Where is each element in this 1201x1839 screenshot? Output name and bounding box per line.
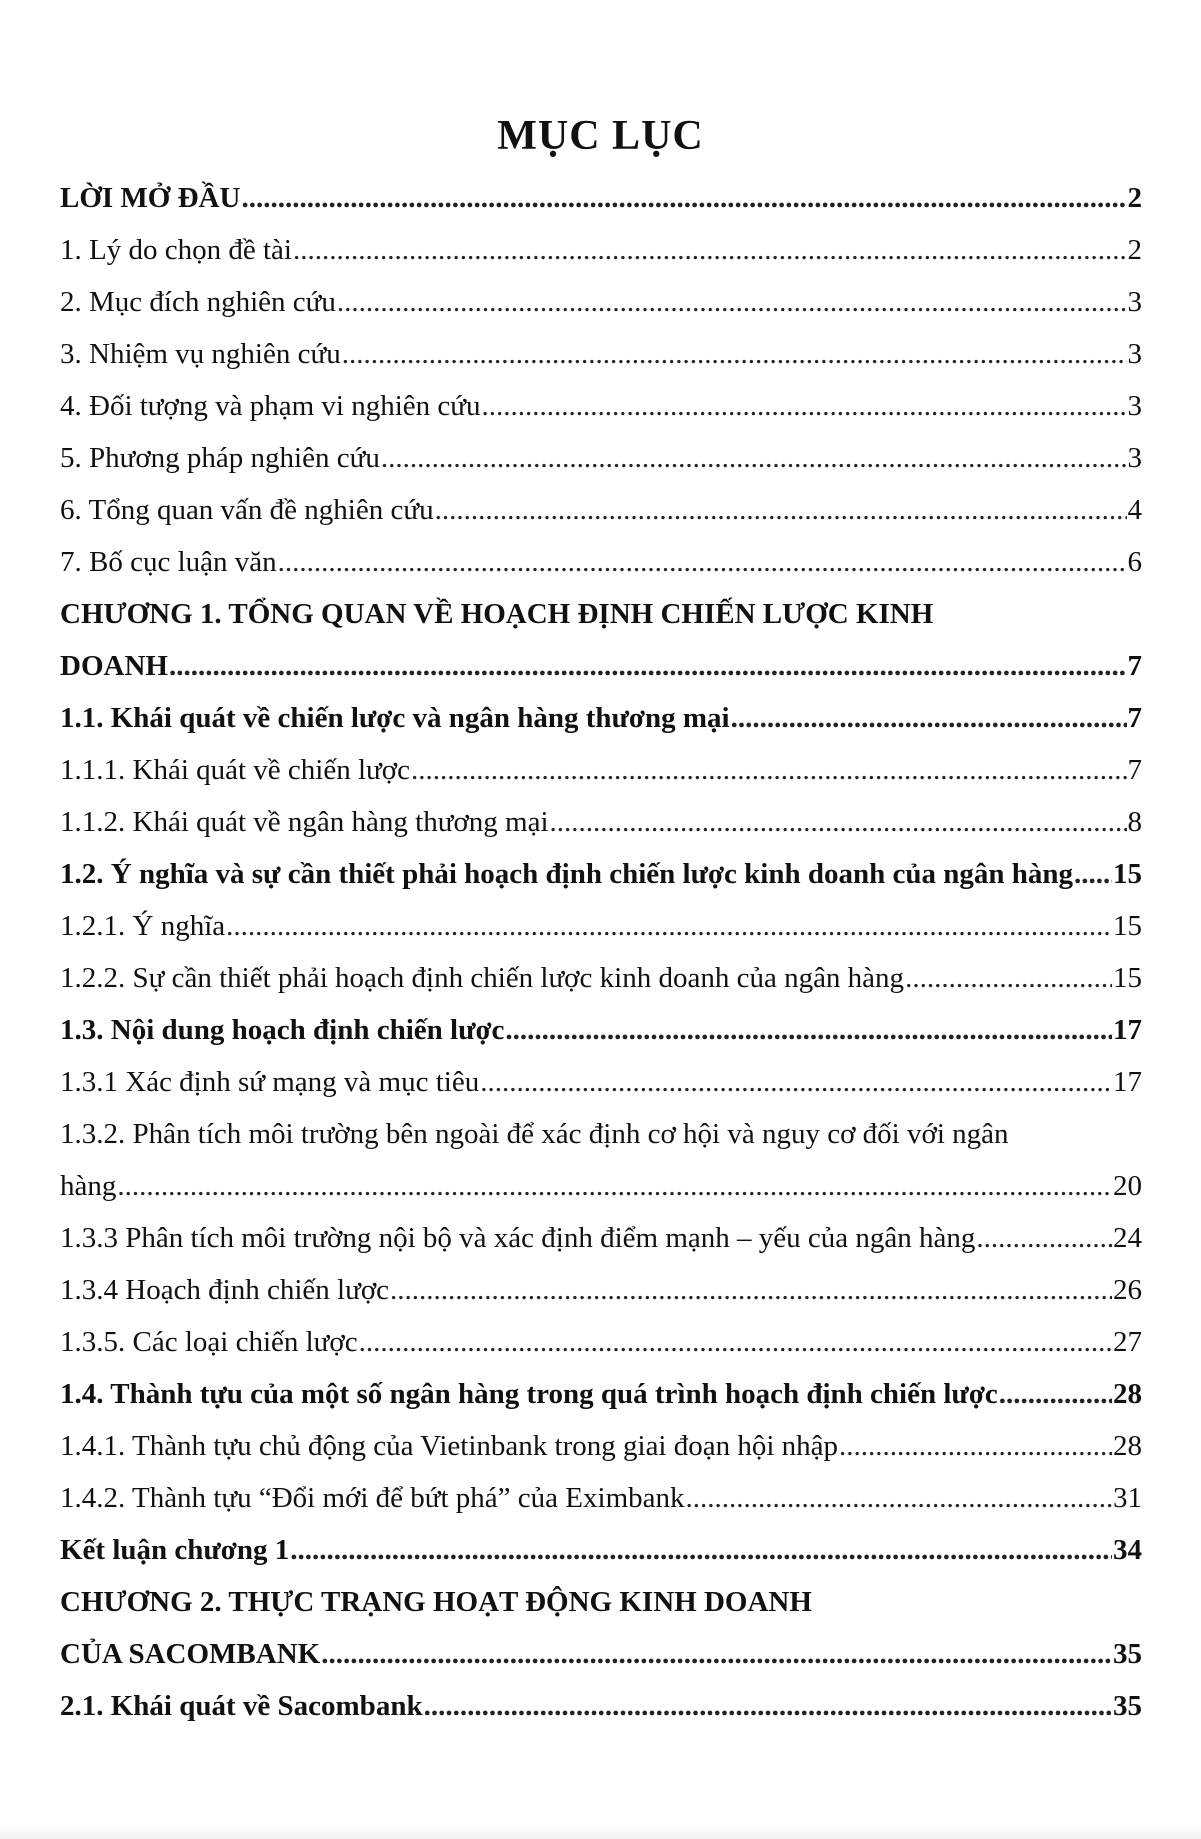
toc-title: MỤC LỤC <box>497 113 704 159</box>
toc-dot-leader <box>411 744 1127 796</box>
toc-dot-leader <box>839 1420 1112 1472</box>
toc-page-number: 3 <box>1127 338 1142 370</box>
toc-entry-label: 1.1. Khái quát về chiến lược và ngân hàng thương mại <box>60 702 730 734</box>
toc-page-number: 7 <box>1127 754 1142 786</box>
toc-entry-label: 3. Nhiệm vụ nghiên cứu <box>60 338 341 370</box>
toc-entry-label: DOANH <box>60 650 168 682</box>
table-of-contents <box>60 172 1142 1732</box>
toc-page-number: 27 <box>1113 1326 1142 1358</box>
toc-page-number: 15 <box>1113 910 1142 942</box>
toc-page-number: 26 <box>1113 1274 1142 1306</box>
toc-entry-label: 7. Bố cục luận văn <box>60 546 277 578</box>
toc-entry[interactable] <box>60 328 1142 380</box>
toc-page-number: 3 <box>1127 286 1142 318</box>
toc-page-number: 35 <box>1113 1690 1142 1722</box>
toc-page-number: 28 <box>1113 1378 1142 1410</box>
toc-entry[interactable] <box>60 692 1142 744</box>
toc-dot-leader <box>505 1004 1112 1056</box>
toc-page-number: 34 <box>1113 1534 1142 1566</box>
toc-entry-label: 1.4.1. Thành tựu chủ động của Vietinbank trong giai đoạn hội nhập <box>60 1430 839 1462</box>
toc-entry-label: Kết luận chương 1 <box>60 1534 290 1566</box>
toc-page-number: 31 <box>1113 1482 1142 1514</box>
toc-entry-label: 1.1.1. Khái quát về chiến lược <box>60 754 410 786</box>
toc-page-number: 6 <box>1127 546 1142 578</box>
toc-entry[interactable] <box>60 588 1142 640</box>
toc-entry[interactable] <box>60 1108 1142 1160</box>
toc-entry[interactable] <box>60 484 1142 536</box>
toc-entry[interactable] <box>60 1628 1142 1680</box>
toc-entry[interactable] <box>60 1264 1142 1316</box>
toc-entry[interactable] <box>60 1316 1142 1368</box>
toc-page-number: 17 <box>1113 1014 1142 1046</box>
toc-entry-label: CHƯƠNG 2. THỰC TRẠNG HOẠT ĐỘNG KINH DOANH <box>60 1586 812 1618</box>
toc-dot-leader <box>424 1680 1112 1732</box>
toc-dot-leader <box>976 1212 1112 1264</box>
toc-page-number: 28 <box>1113 1430 1142 1462</box>
toc-entry-label: 1.4.2. Thành tựu “Đổi mới để bứt phá” của Eximbank <box>60 1482 685 1514</box>
toc-dot-leader <box>480 1056 1112 1108</box>
toc-dot-leader <box>731 692 1127 744</box>
toc-page-number: 7 <box>1127 702 1142 734</box>
toc-entry[interactable] <box>60 276 1142 328</box>
toc-dot-leader <box>169 640 1127 692</box>
toc-dot-leader <box>342 328 1127 380</box>
toc-entry[interactable] <box>60 1472 1142 1524</box>
toc-dot-leader <box>435 484 1127 536</box>
toc-page-number: 3 <box>1127 390 1142 422</box>
toc-dot-leader <box>321 1628 1112 1680</box>
toc-entry[interactable] <box>60 1368 1142 1420</box>
toc-page-number: 35 <box>1113 1638 1142 1670</box>
toc-entry-label: 4. Đối tượng và phạm vi nghiên cứu <box>60 390 481 422</box>
toc-dot-leader <box>999 1368 1112 1420</box>
toc-entry-label: 1.3.2. Phân tích môi trường bên ngoài để xác định cơ hội và nguy cơ đối với ngân <box>60 1118 1009 1150</box>
toc-entry-label: 2.1. Khái quát về Sacombank <box>60 1690 423 1722</box>
toc-dot-leader <box>686 1472 1113 1524</box>
toc-entry-label: 1. Lý do chọn đề tài <box>60 234 292 266</box>
toc-dot-leader <box>337 276 1127 328</box>
toc-entry-label: CỦA SACOMBANK <box>60 1638 321 1670</box>
toc-entry[interactable] <box>60 1420 1142 1472</box>
toc-entry-label: 6. Tổng quan vấn đề nghiên cứu <box>60 494 434 526</box>
toc-entry[interactable] <box>60 848 1142 900</box>
toc-entry-label: 1.3.3 Phân tích môi trường nội bộ và xác định điểm mạnh – yếu của ngân hàng <box>60 1222 976 1254</box>
toc-entry-label: 1.3.5. Các loại chiến lược <box>60 1326 358 1358</box>
toc-page-number: 4 <box>1127 494 1142 526</box>
toc-entry[interactable] <box>60 1056 1142 1108</box>
toc-entry-label: hàng <box>60 1170 117 1202</box>
toc-page-number: 2 <box>1127 234 1142 266</box>
toc-dot-leader <box>1074 848 1112 900</box>
toc-entry-label: 1.2.2. Sự cần thiết phải hoạch định chiến lược kinh doanh của ngân hàng <box>60 962 905 994</box>
toc-dot-leader <box>905 952 1112 1004</box>
toc-entry-label: 2. Mục đích nghiên cứu <box>60 286 336 318</box>
toc-entry-label: 5. Phương pháp nghiên cứu <box>60 442 380 474</box>
toc-entry[interactable] <box>60 536 1142 588</box>
toc-entry[interactable] <box>60 432 1142 484</box>
toc-entry-label: 1.2. Ý nghĩa và sự cần thiết phải hoạch định chiến lược kinh doanh của ngân hàng <box>60 858 1073 890</box>
toc-entry-label: 1.3.4 Hoạch định chiến lược <box>60 1274 390 1306</box>
toc-page-number: 7 <box>1127 650 1142 682</box>
toc-dot-leader <box>381 432 1127 484</box>
toc-entry[interactable] <box>60 1212 1142 1264</box>
toc-dot-leader <box>290 1524 1112 1576</box>
toc-entry[interactable] <box>60 172 1142 224</box>
toc-entry[interactable] <box>60 744 1142 796</box>
toc-entry[interactable] <box>60 1160 1142 1212</box>
toc-page-number: 20 <box>1113 1170 1142 1202</box>
toc-page-number: 17 <box>1113 1066 1142 1098</box>
toc-entry[interactable] <box>60 952 1142 1004</box>
toc-entry[interactable] <box>60 796 1142 848</box>
toc-page-number: 15 <box>1113 962 1142 994</box>
toc-dot-leader <box>226 900 1112 952</box>
toc-entry-label: 1.2.1. Ý nghĩa <box>60 910 226 942</box>
toc-dot-leader <box>550 796 1127 848</box>
toc-dot-leader <box>241 172 1126 224</box>
toc-dot-leader <box>482 380 1127 432</box>
toc-entry-label: 1.3.1 Xác định sứ mạng và mục tiêu <box>60 1066 480 1098</box>
page-bottom-edge <box>0 1826 1201 1839</box>
toc-entry[interactable] <box>60 900 1142 952</box>
toc-dot-leader <box>293 224 1127 276</box>
toc-dot-leader <box>117 1160 1112 1212</box>
toc-entry[interactable] <box>60 1680 1142 1732</box>
toc-entry-label: CHƯƠNG 1. TỔNG QUAN VỀ HOẠCH ĐỊNH CHIẾN LƯỢC KINH <box>60 598 934 630</box>
toc-entry[interactable] <box>60 1524 1142 1576</box>
toc-page-number: 2 <box>1127 182 1142 214</box>
toc-entry-label: 1.4. Thành tựu của một số ngân hàng trong quá trình hoạch định chiến lược <box>60 1378 998 1410</box>
toc-entry[interactable] <box>60 224 1142 276</box>
toc-entry-label: 1.1.2. Khái quát về ngân hàng thương mại <box>60 806 549 838</box>
toc-entry[interactable] <box>60 380 1142 432</box>
toc-entry[interactable] <box>60 640 1142 692</box>
toc-entry[interactable] <box>60 1004 1142 1056</box>
toc-entry-label: LỜI MỞ ĐẦU <box>60 182 241 214</box>
toc-dot-leader <box>359 1316 1112 1368</box>
toc-entry[interactable] <box>60 1576 1142 1628</box>
toc-page-number: 24 <box>1113 1222 1142 1254</box>
toc-page-number: 8 <box>1127 806 1142 838</box>
toc-dot-leader <box>390 1264 1112 1316</box>
toc-entry-label: 1.3. Nội dung hoạch định chiến lược <box>60 1014 505 1046</box>
toc-page-number: 15 <box>1113 858 1142 890</box>
toc-dot-leader <box>278 536 1127 588</box>
toc-page-number: 3 <box>1127 442 1142 474</box>
